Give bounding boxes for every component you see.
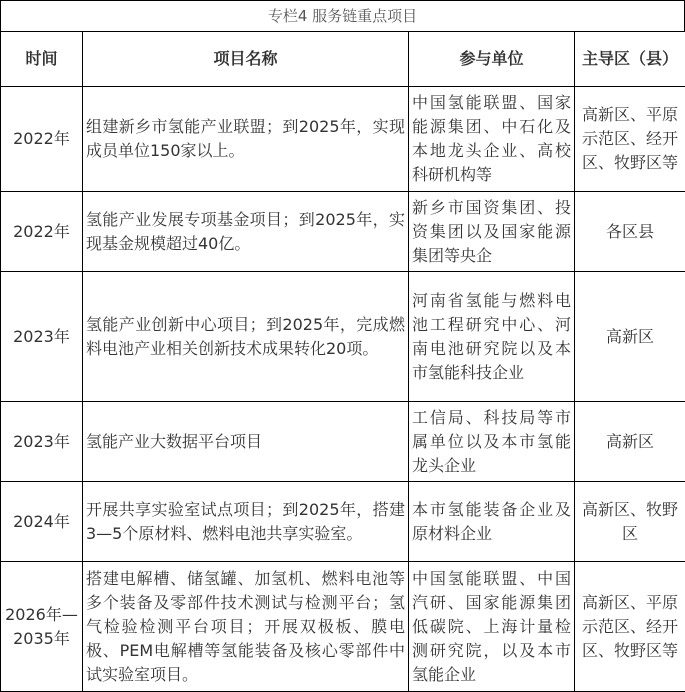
table-row — [1, 87, 685, 192]
cell-units: 新乡市国资集团、投资集团以及国家能源集团等央企 — [409, 192, 575, 272]
table-row — [1, 482, 685, 562]
cell-project: 组建新乡市氢能产业联盟；到2025年，实现成员单位150家以上。 — [83, 87, 409, 192]
table-row — [1, 272, 685, 402]
table-row — [1, 562, 685, 692]
cell-units: 工信局、科技局等市属单位以及本市氢能龙头企业 — [409, 402, 575, 482]
header-row — [1, 32, 685, 87]
cell-time: 2026年—2035年 — [1, 562, 83, 692]
header-time: 时间 — [1, 32, 83, 87]
projects-table — [0, 31, 685, 692]
cell-time: 2024年 — [1, 482, 83, 562]
cell-district: 高新区 — [575, 402, 685, 482]
header-units: 参与单位 — [409, 32, 575, 87]
cell-units: 本市氢能装备企业及原材料企业 — [409, 482, 575, 562]
cell-units: 中国氢能联盟、中国汽研、国家能源集团低碳院、上海计量检测研究院，以及本市氢能企业 — [409, 562, 575, 692]
cell-district: 高新区 — [575, 272, 685, 402]
table-row — [1, 192, 685, 272]
table-row — [1, 402, 685, 482]
cell-project: 开展共享实验室试点项目；到2025年，搭建3—5个原材料、燃料电池共享实验室。 — [83, 482, 409, 562]
cell-district: 高新区、平原示范区、经开区、牧野区等 — [575, 562, 685, 692]
cell-project: 搭建电解槽、储氢罐、加氢机、燃料电池等多个装备及零部件技术测试与检测平台；氢气检验检测平台项目；开展双极板、膜电极、PEM电解槽等氢能装备及核心零部件中试实验室项目。 — [83, 562, 409, 692]
cell-time: 2022年 — [1, 192, 83, 272]
header-district: 主导区（县） — [575, 32, 685, 87]
header-project: 项目名称 — [83, 32, 409, 87]
cell-time: 2022年 — [1, 87, 83, 192]
cell-time: 2023年 — [1, 402, 83, 482]
cell-project: 氢能产业发展专项基金项目；到2025年，实现基金规模超过40亿。 — [83, 192, 409, 272]
cell-project: 氢能产业创新中心项目；到2025年，完成燃料电池产业相关创新技术成果转化20项。 — [83, 272, 409, 402]
cell-district: 各区县 — [575, 192, 685, 272]
cell-project: 氢能产业大数据平台项目 — [83, 402, 409, 482]
cell-units: 河南省氢能与燃料电池工程研究中心、河南电池研究院以及本市氢能科技企业 — [409, 272, 575, 402]
cell-units: 中国氢能联盟、国家能源集团、中石化及本地龙头企业、高校科研机构等 — [409, 87, 575, 192]
table-caption: 专栏4 服务链重点项目 — [0, 0, 685, 31]
cell-district: 高新区、牧野区 — [575, 482, 685, 562]
cell-district: 高新区、平原示范区、经开区、牧野区等 — [575, 87, 685, 192]
cell-time: 2023年 — [1, 272, 83, 402]
